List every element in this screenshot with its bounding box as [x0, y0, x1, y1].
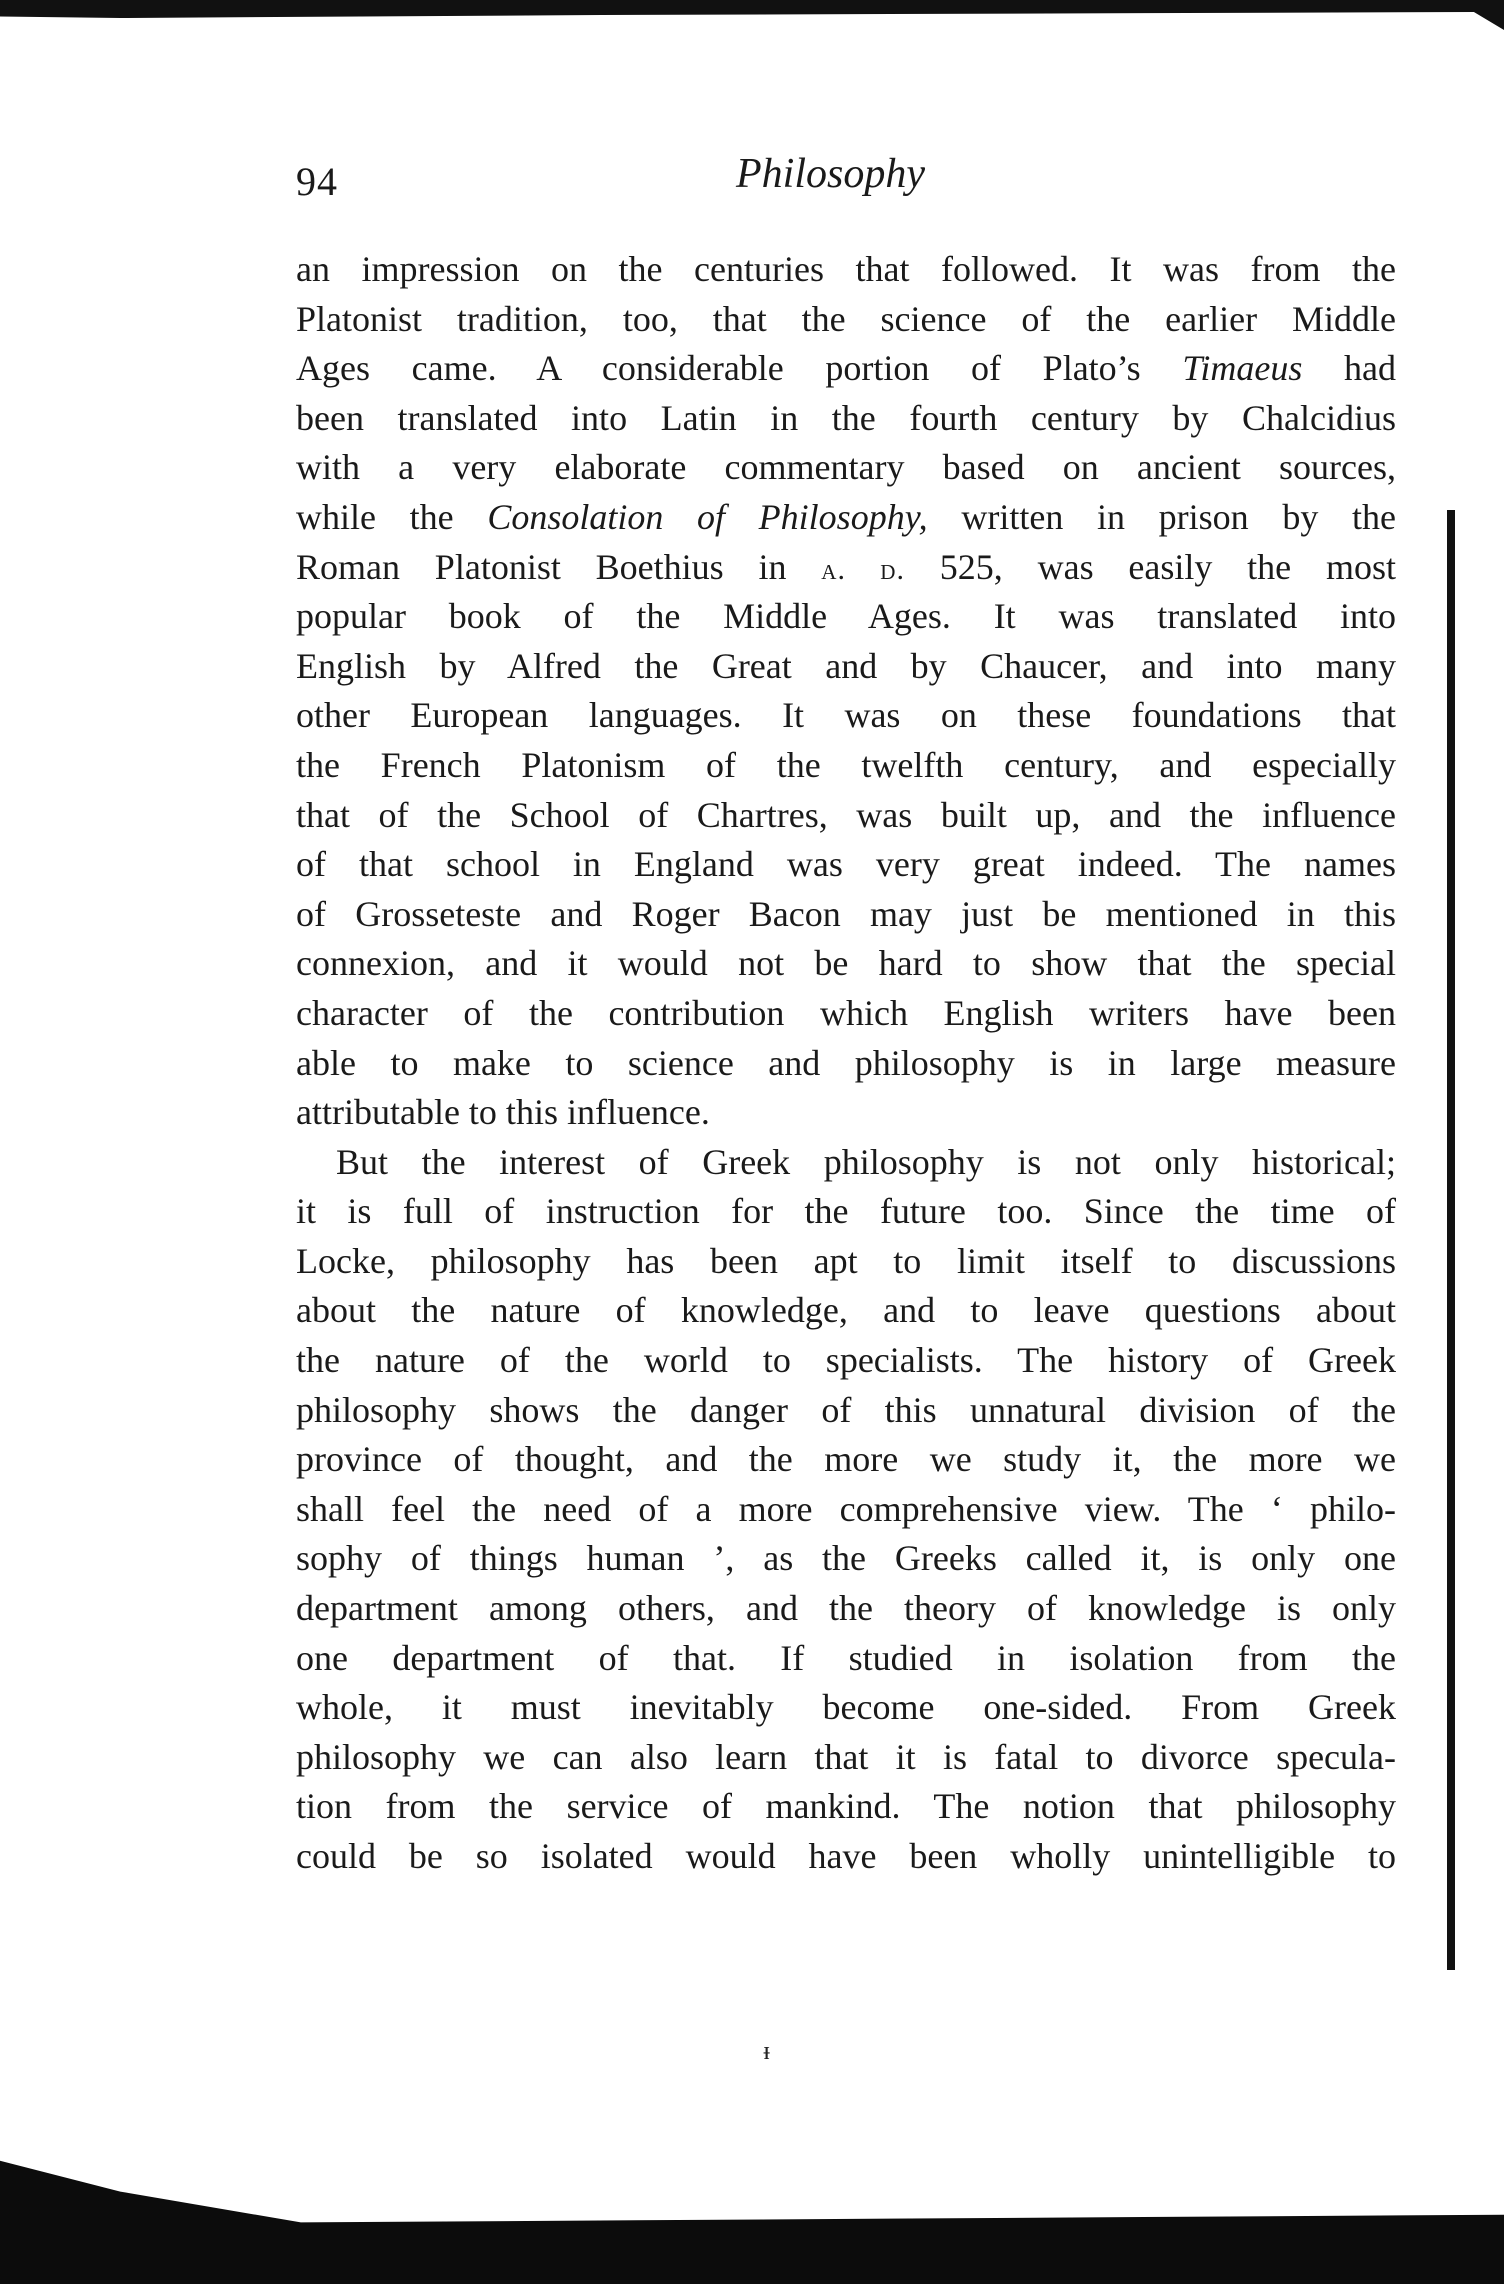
text-line: the French Platonism of the twelfth century, and especially — [296, 744, 1396, 785]
text-line: character of the contribution which English writers have been — [296, 992, 1396, 1033]
text-line: shall feel the need of a more comprehensive view. The ‘ philo- — [296, 1488, 1396, 1529]
text-line: other European languages. It was on these foundations that — [296, 695, 1396, 736]
scan-edge-right — [1447, 510, 1455, 1970]
paragraph-2 — [296, 1138, 1396, 1882]
text-line: English by Alfred the Great and by Chaucer, and into many — [296, 645, 1396, 686]
printer-mark: ᵻ — [763, 2036, 771, 2065]
text-line: able to make to science and philosophy is in large measure — [296, 1042, 1396, 1083]
text-line: been translated into Latin in the fourth century by Chalcidius — [296, 397, 1396, 438]
scan-edge-bottom — [0, 2130, 1504, 2284]
text-line: the nature of the world to specialists. The history of Greek — [296, 1340, 1396, 1381]
text-line: philosophy we can also learn that it is fatal to divorce specula- — [296, 1736, 1396, 1777]
text-line: connexion, and it would not be hard to show that the special — [296, 943, 1396, 984]
text-line: province of thought, and the more we study it, the more we — [296, 1439, 1396, 1480]
page-header — [296, 150, 1396, 210]
text-line: whole, it must inevitably become one-sided. From Greek — [296, 1687, 1396, 1728]
text-line: tion from the service of mankind. The notion that philosophy — [296, 1786, 1396, 1827]
text-line: Locke, philosophy has been apt to limit itself to discussions — [296, 1240, 1396, 1281]
era-abbreviation: a. d. — [821, 552, 905, 586]
text-line: it is full of instruction for the future too. Since the time of — [296, 1191, 1396, 1232]
text-line: with a very elaborate commentary based on ancient sources, — [296, 447, 1396, 488]
text-line: Platonist tradition, too, that the science of the earlier Middle — [296, 298, 1396, 339]
text-line: popular book of the Middle Ages. It was translated into — [296, 596, 1396, 637]
text-line: Ages came. A considerable portion of Plato’s Timaeus had — [296, 348, 1396, 389]
text-line: an impression on the centuries that followed. It was from the — [296, 249, 1396, 289]
text-line: department among others, and the theory of knowledge is only — [296, 1588, 1396, 1629]
text-line: philosophy shows the danger of this unnatural division of the — [296, 1389, 1396, 1430]
paragraph-1 — [296, 245, 1396, 1138]
text-line: sophy of things human ’, as the Greeks called it, is only one — [296, 1538, 1396, 1579]
page-number: 94 — [296, 159, 338, 204]
text-line: Roman Platonist Boethius in a. d. 525, was easily the most — [296, 546, 1396, 587]
text-line: of Grosseteste and Roger Bacon may just be mentioned in this — [296, 893, 1396, 934]
text-line: while the Consolation of Philosophy, written in prison by the — [296, 496, 1396, 537]
italic-title-consolation: Consolation of Philosophy, — [487, 496, 928, 537]
body-text — [296, 245, 1396, 1882]
text-line: But the interest of Greek philosophy is not only historical; — [336, 1141, 1396, 1182]
text-line: one department of that. If studied in isolation from the — [296, 1637, 1396, 1678]
italic-title-timaeus: Timaeus — [1182, 348, 1303, 389]
text-line: of that school in England was very great indeed. The names — [296, 844, 1396, 885]
scan-edge-top — [0, 0, 1504, 30]
text-line: could be so isolated would have been wholly unintelligible to — [296, 1836, 1396, 1876]
text-line: about the nature of knowledge, and to leave questions about — [296, 1290, 1396, 1331]
text-line: attributable to this influence. — [296, 1092, 710, 1133]
text-line: that of the School of Chartres, was built up, and the influence — [296, 794, 1396, 835]
running-head: Philosophy — [736, 151, 925, 197]
